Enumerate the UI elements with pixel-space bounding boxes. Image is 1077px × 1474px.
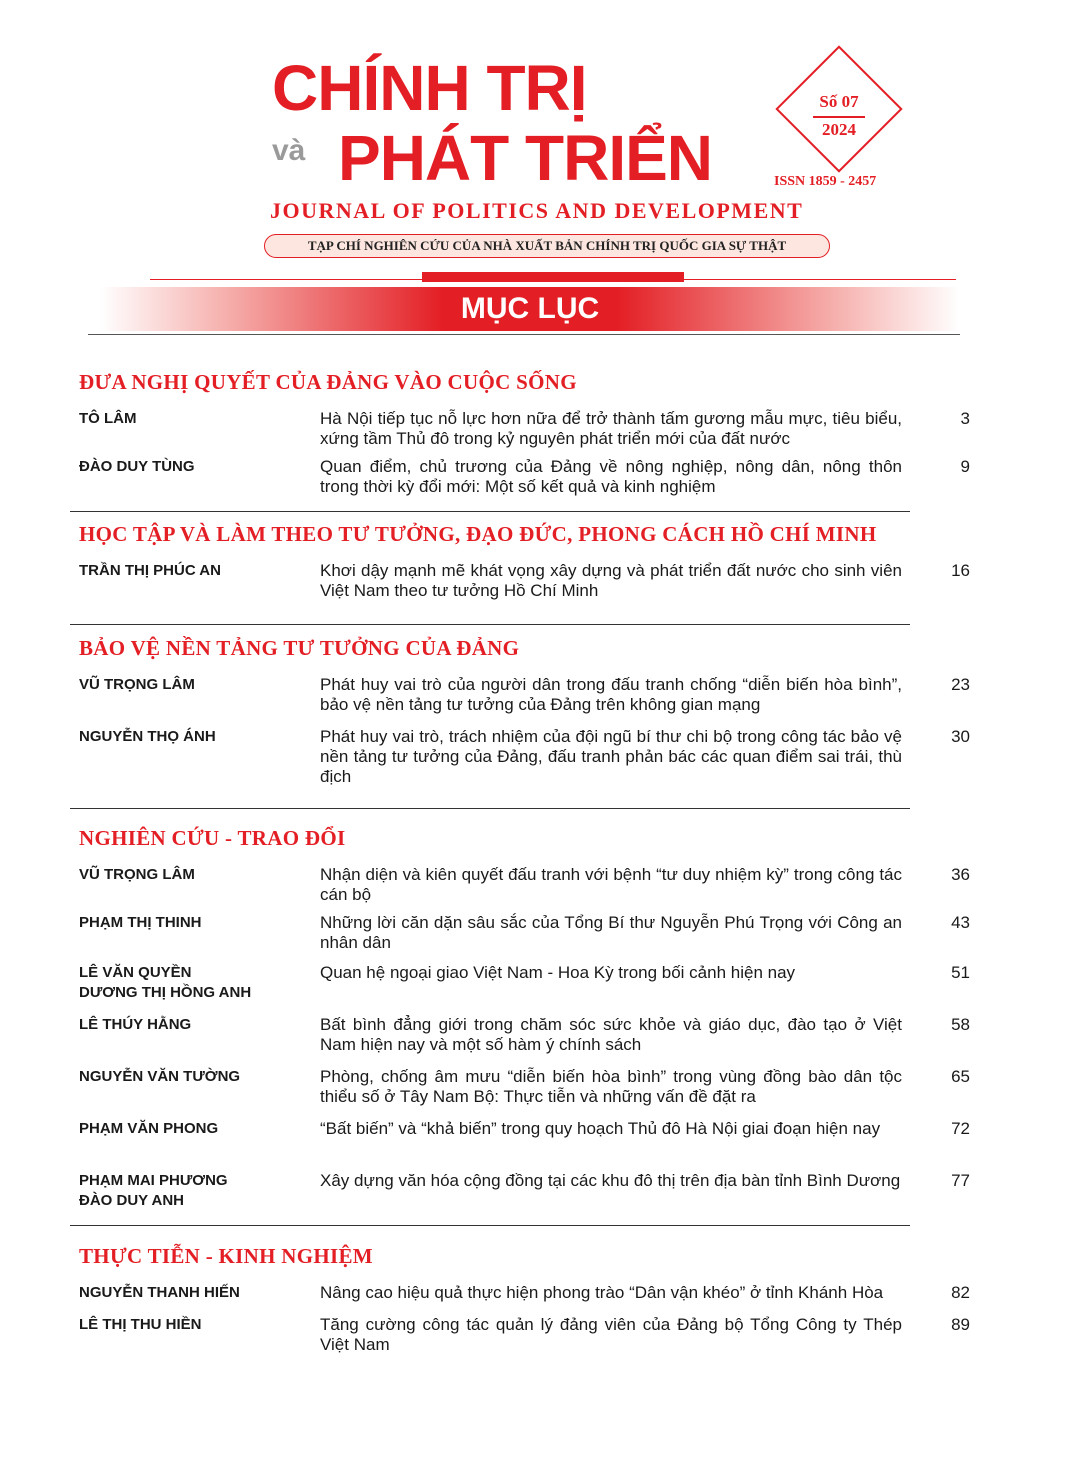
issue-badge bbox=[784, 92, 894, 140]
toc-entry[interactable] bbox=[70, 457, 970, 497]
logo-title-line1: CHÍNH TRỊ bbox=[272, 52, 587, 124]
entry-title: Phát huy vai trò của người dân trong đấu tranh chống “diễn biến hòa bình”, bảo vệ nền tảng tư tưởng của Đảng trên không gian mạng bbox=[320, 675, 902, 714]
entry-page-number: 51 bbox=[951, 963, 970, 982]
entry-page-number: 36 bbox=[951, 865, 970, 884]
entry-author: PHẠM VĂN PHONG bbox=[79, 1120, 219, 1137]
entry-author: VŨ TRỌNG LÂM bbox=[79, 676, 195, 693]
toc-section bbox=[70, 370, 970, 496]
toc-entry[interactable] bbox=[70, 1283, 970, 1303]
entry-page-number: 72 bbox=[951, 1119, 970, 1138]
entry-title: Quan điểm, chủ trương của Đảng về nông nghiệp, nông dân, nông thôn trong thời kỳ đổi mới: Một số kết quả và kinh nghiệm bbox=[320, 457, 902, 496]
entry-page-number: 65 bbox=[951, 1067, 970, 1086]
entry-author: PHẠM MAI PHƯƠNG ĐÀO DUY ANH bbox=[79, 1172, 228, 1209]
toc-entry[interactable] bbox=[70, 1119, 970, 1139]
entry-author: LÊ VĂN QUYỀN DƯƠNG THỊ HỒNG ANH bbox=[79, 964, 252, 1001]
section-heading: NGHIÊN CỨU - TRAO ĐỔI bbox=[79, 826, 346, 850]
entry-title: Tăng cường công tác quản lý đảng viên của Đảng bộ Tổng Công ty Thép Việt Nam bbox=[320, 1315, 902, 1354]
entry-author: NGUYỄN THANH HIẾN bbox=[79, 1284, 240, 1301]
section-heading: THỰC TIỄN - KINH NGHIỆM bbox=[79, 1244, 373, 1268]
entry-author: NGUYỄN THỌ ÁNH bbox=[79, 728, 216, 745]
entry-author: LÊ THỊ THU HIỀN bbox=[79, 1316, 202, 1333]
entry-author: NGUYỄN VĂN TƯỜNG bbox=[79, 1068, 241, 1085]
journal-subtitle: JOURNAL OF POLITICS AND DEVELOPMENT bbox=[270, 198, 804, 223]
entry-title: Phát huy vai trò, trách nhiệm của đội ngũ bí thư chi bộ trong công tác bảo vệ nền tảng tư tưởng của Đảng, đấu tranh phản bác các quan điểm sai trái, thù địch bbox=[320, 727, 902, 786]
toc-entry[interactable] bbox=[70, 727, 970, 787]
entry-page-number: 82 bbox=[951, 1283, 970, 1302]
section-heading: ĐƯA NGHỊ QUYẾT CỦA ĐẢNG VÀO CUỘC SỐNG bbox=[79, 370, 577, 394]
logo-title-line2: PHÁT TRIỂN bbox=[338, 122, 712, 194]
toc-entry[interactable] bbox=[70, 865, 970, 905]
entry-title: Nhận diện và kiên quyết đấu tranh với bệnh “tư duy nhiệm kỳ” trong công tác cán bộ bbox=[320, 865, 902, 904]
toc-entry[interactable] bbox=[70, 561, 970, 601]
entry-page-number: 30 bbox=[951, 727, 970, 746]
section-heading: HỌC TẬP VÀ LÀM THEO TƯ TƯỞNG, ĐẠO ĐỨC, PHONG CÁCH HỒ CHÍ MINH bbox=[79, 522, 877, 546]
logo-title-va: và bbox=[272, 134, 306, 167]
issue-divider bbox=[813, 116, 865, 118]
issue-year: 2024 bbox=[822, 119, 856, 139]
issue-number: Số 07 bbox=[819, 92, 859, 111]
toc-entry[interactable] bbox=[70, 1067, 970, 1107]
toc-entry[interactable] bbox=[70, 1015, 970, 1055]
issn-label: ISSN 1859 - 2457 bbox=[774, 174, 877, 189]
section-divider bbox=[70, 624, 910, 625]
entry-author: LÊ THÚY HẰNG bbox=[79, 1016, 192, 1033]
entry-page-number: 9 bbox=[960, 457, 970, 476]
header-tab-accent bbox=[422, 272, 684, 282]
section-divider bbox=[70, 1225, 910, 1226]
toc-entry[interactable] bbox=[70, 675, 970, 715]
entry-page-number: 3 bbox=[960, 409, 970, 428]
entry-page-number: 23 bbox=[951, 675, 970, 694]
toc-entry[interactable] bbox=[70, 913, 970, 953]
entry-title: Những lời căn dặn sâu sắc của Tổng Bí thư Nguyễn Phú Trọng với Công an nhân dân bbox=[320, 913, 902, 952]
banner-rule bbox=[88, 334, 960, 335]
entry-author: PHẠM THỊ THINH bbox=[79, 914, 202, 931]
entry-page-number: 89 bbox=[951, 1315, 970, 1334]
entry-title: “Bất biến” và “khả biến” trong quy hoạch Thủ đô Hà Nội giai đoạn hiện nay bbox=[320, 1119, 881, 1138]
section-heading: BẢO VỆ NỀN TẢNG TƯ TƯỞNG CỦA ĐẢNG bbox=[79, 636, 520, 660]
section-divider bbox=[70, 511, 910, 512]
section-divider bbox=[70, 808, 910, 809]
toc-entry[interactable] bbox=[70, 409, 970, 449]
toc-section bbox=[70, 826, 970, 1209]
entry-author: TRẦN THỊ PHÚC AN bbox=[79, 562, 221, 579]
entry-title: Nâng cao hiệu quả thực hiện phong trào “Dân vận khéo” ở tỉnh Khánh Hòa bbox=[320, 1283, 884, 1302]
toc-section bbox=[70, 1244, 970, 1354]
toc-entry[interactable] bbox=[70, 1171, 970, 1209]
entry-title: Khơi dậy mạnh mẽ khát vọng xây dựng và phát triển đất nước cho sinh viên Việt Nam theo tư tưởng Hồ Chí Minh bbox=[320, 561, 902, 600]
entry-page-number: 43 bbox=[951, 913, 970, 932]
publisher-tagline: TẠP CHÍ NGHIÊN CỨU CỦA NHÀ XUẤT BẢN CHÍNH TRỊ QUỐC GIA SỰ THẬT bbox=[264, 234, 830, 258]
entry-title: Hà Nội tiếp tục nỗ lực hơn nữa để trở thành tấm gương mẫu mực, tiêu biểu, xứng tầm Thủ đô trong kỷ nguyên phát triển mới của đất nước bbox=[320, 409, 902, 448]
entry-author: VŨ TRỌNG LÂM bbox=[79, 866, 195, 883]
toc-entry[interactable] bbox=[70, 963, 970, 1001]
toc-section bbox=[70, 636, 970, 786]
toc-title: MỤC LỤC bbox=[460, 292, 600, 325]
entry-page-number: 58 bbox=[951, 1015, 970, 1034]
entry-title: Bất bình đẳng giới trong chăm sóc sức khỏe và giáo dục, đào tạo ở Việt Nam hiện nay và một số hàm ý chính sách bbox=[320, 1015, 902, 1054]
toc-entry[interactable] bbox=[70, 1315, 970, 1355]
entry-title: Phòng, chống âm mưu “diễn biến hòa bình” trong vùng đồng bào dân tộc thiểu số ở Tây Nam Bộ: Thực tiễn và những vấn đề đặt ra bbox=[320, 1067, 902, 1106]
entry-title: Xây dựng văn hóa cộng đồng tại các khu đô thị trên địa bàn tỉnh Bình Dương bbox=[320, 1171, 901, 1190]
toc-section bbox=[70, 522, 970, 600]
entry-author: TÔ LÂM bbox=[79, 410, 137, 427]
entry-author: ĐÀO DUY TÙNG bbox=[79, 458, 195, 475]
entry-page-number: 16 bbox=[951, 561, 970, 580]
entry-page-number: 77 bbox=[951, 1171, 970, 1190]
entry-title: Quan hệ ngoại giao Việt Nam - Hoa Kỳ trong bối cảnh hiện nay bbox=[320, 963, 796, 982]
